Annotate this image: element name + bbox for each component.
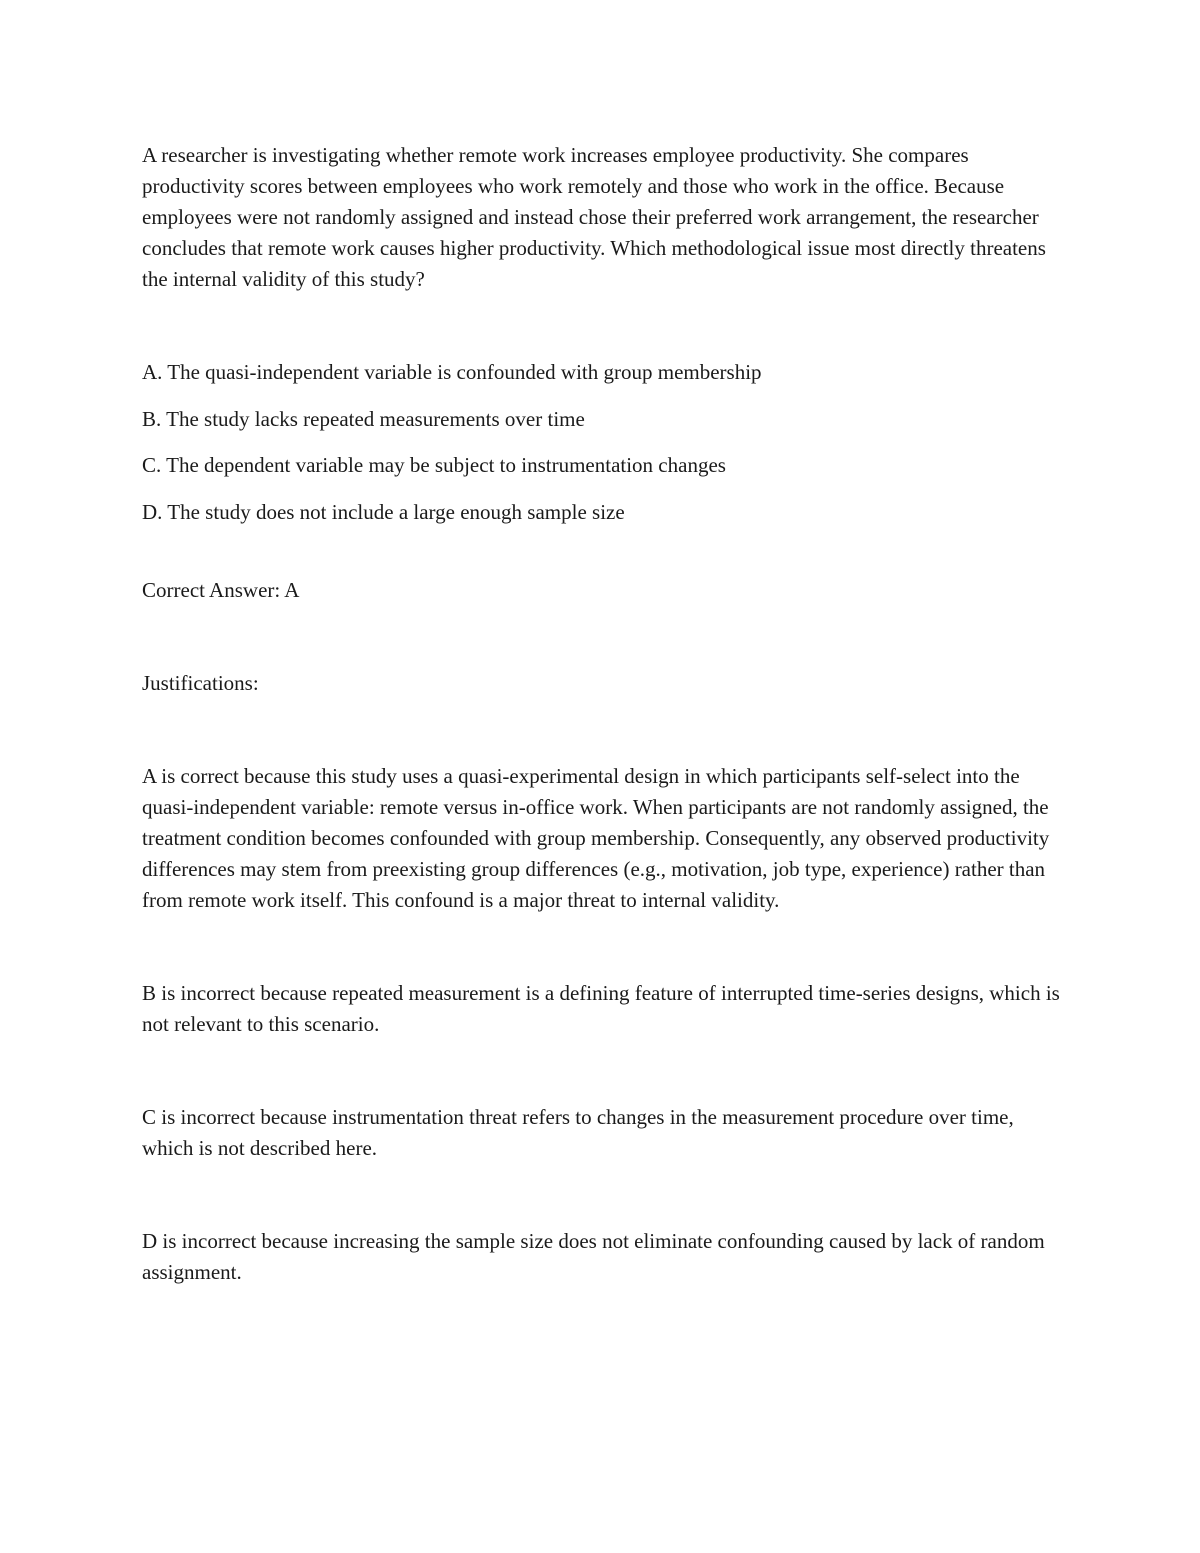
option-b: B. The study lacks repeated measurements over time [142,406,585,431]
justification-c: C is incorrect because instrumentation threat refers to changes in the measurement procedure over time, which is not described here. [142,1104,1014,1160]
justification-b: B is incorrect because repeated measurement is a defining feature of interrupted time-series designs, which is not relevant to this scenario. [142,980,1060,1036]
justification-a: A is correct because this study uses a quasi-experimental design in which participants self-select into the quasi-independent variable: remote versus in-office work. When participants are not randomly assigned, the treatment condition becomes confounded with group membership. Consequently, any observed productivity differences may stem from preexisting group differences (e.g., motivation, job type, experience) rather than from remote work itself. This confound is a major threat to internal validity. [142,763,1050,912]
justification-d: D is incorrect because increasing the sample size does not eliminate confounding caused by lack of random assignment. [142,1228,1045,1284]
question-text: A researcher is investigating whether remote work increases employee productivity. She compares productivity scores between employees who work remotely and those who work in the office. Because employees were not randomly assigned and instead chose their preferred work arrangement, the researcher concludes that remote work causes higher productivity. Which methodological issue most directly threatens the internal validity of this study? [142,143,1046,291]
document-body [142,140,1062,1350]
option-a: A. The quasi-independent variable is confounded with group membership [142,360,762,384]
correct-answer: Correct Answer: A [142,577,300,602]
option-c: C. The dependent variable may be subject to instrumentation changes [142,453,726,477]
justifications-heading: Justifications: [142,670,259,695]
answer-options [142,357,1062,528]
option-d: D. The study does not include a large enough sample size [142,499,625,524]
